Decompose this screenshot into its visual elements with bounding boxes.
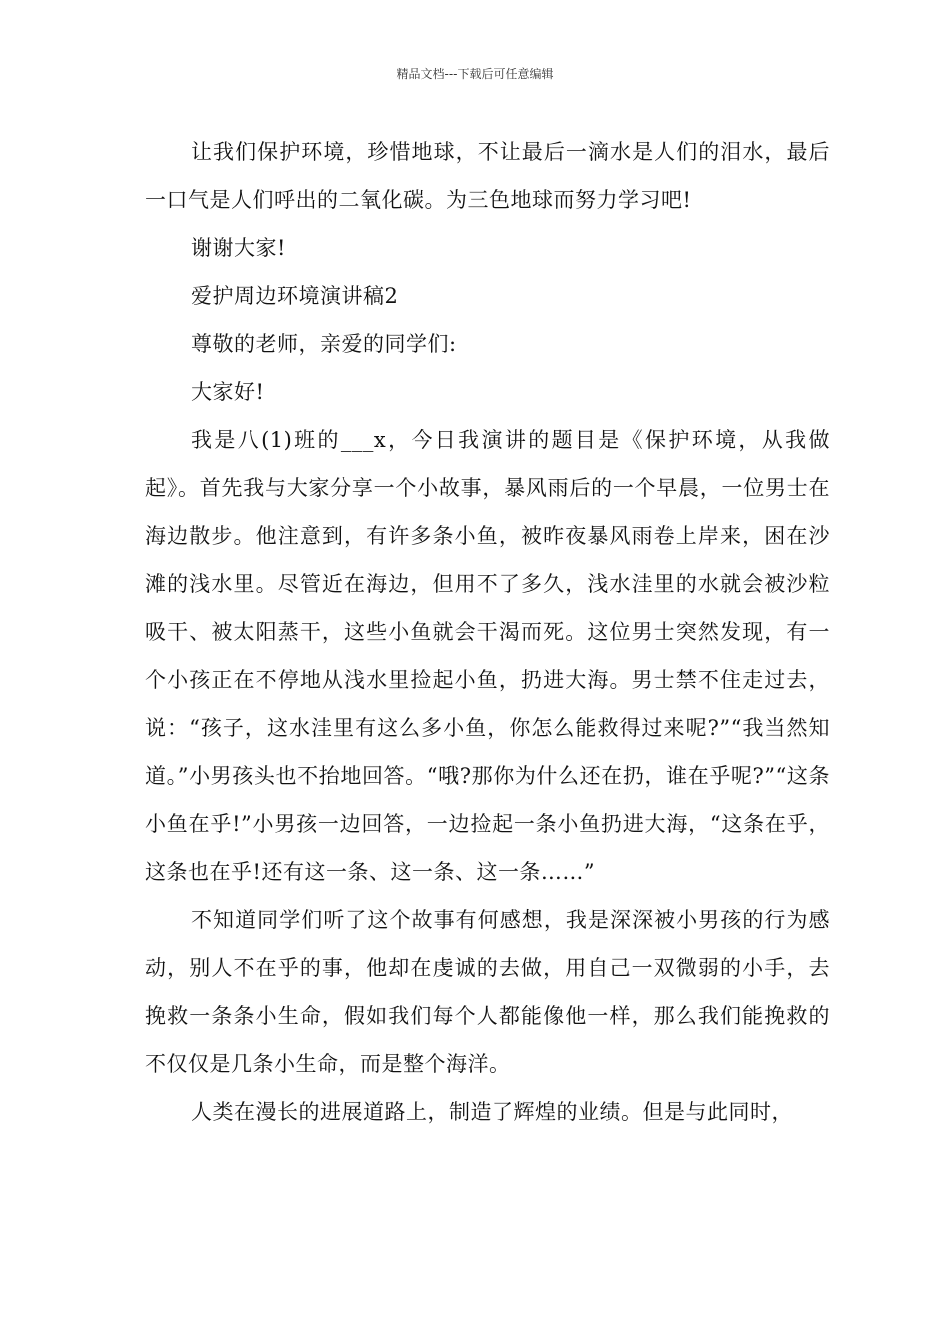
paragraph-story: 我是八(1)班的___x，今日我演讲的题目是《保护环境，从我做起》。首先我与大家分享一个小故事，暴风雨后的一个早晨，一位男士在海边散步。他注意到，有许多条小鱼，被昨夜暴风雨卷上岸来，困在沙滩的浅水里。尽管近在海边，但用不了多久，浅水洼里的水就会被沙粒吸干、被太阳蒸干，这些小鱼就会干渴而死。这位男士突然发现，有一个小孩正在不停地从浅水里捡起小鱼，扔进大海。男士禁不住走过去，说：“孩子，这水洼里有这么多小鱼，你怎么能救得过来呢?”“我当然知道。”小男孩头也不抬地回答。“哦?那你为什么还在扔，谁在乎呢?”“这条小鱼在乎!”小男孩一边回答，一边捡起一条小鱼扔进大海，“这条在乎，这条也在乎!还有这一条、这一条、这一条……”	[145, 428, 830, 884]
paragraph-thanks: 谢谢大家!	[191, 236, 286, 260]
document-body	[145, 128, 830, 1136]
paragraph-closing: 让我们保护环境，珍惜地球，不让最后一滴水是人们的泪水，最后一口气是人们呼出的二氧化碳。为三色地球而努力学习吧!	[145, 140, 830, 212]
paragraph-salutation: 尊敬的老师，亲爱的同学们:	[191, 332, 457, 356]
paragraph-reflection: 不知道同学们听了这个故事有何感想，我是深深被小男孩的行为感动，别人不在乎的事，他却在虔诚的去做，用自己一双微弱的小手，去挽救一条条小生命，假如我们每个人都能像他一样，那么我们能挽救的不仅仅是几条小生命，而是整个海洋。	[145, 908, 830, 1076]
paragraph-greeting: 大家好!	[191, 380, 265, 404]
paragraph-continuation: 人类在漫长的进展道路上，制造了辉煌的业绩。但是与此同时，	[191, 1100, 793, 1124]
page-header: 精品文档---下载后可任意编辑	[396, 67, 554, 81]
section-title: 爱护周边环境演讲稿2	[191, 284, 399, 308]
